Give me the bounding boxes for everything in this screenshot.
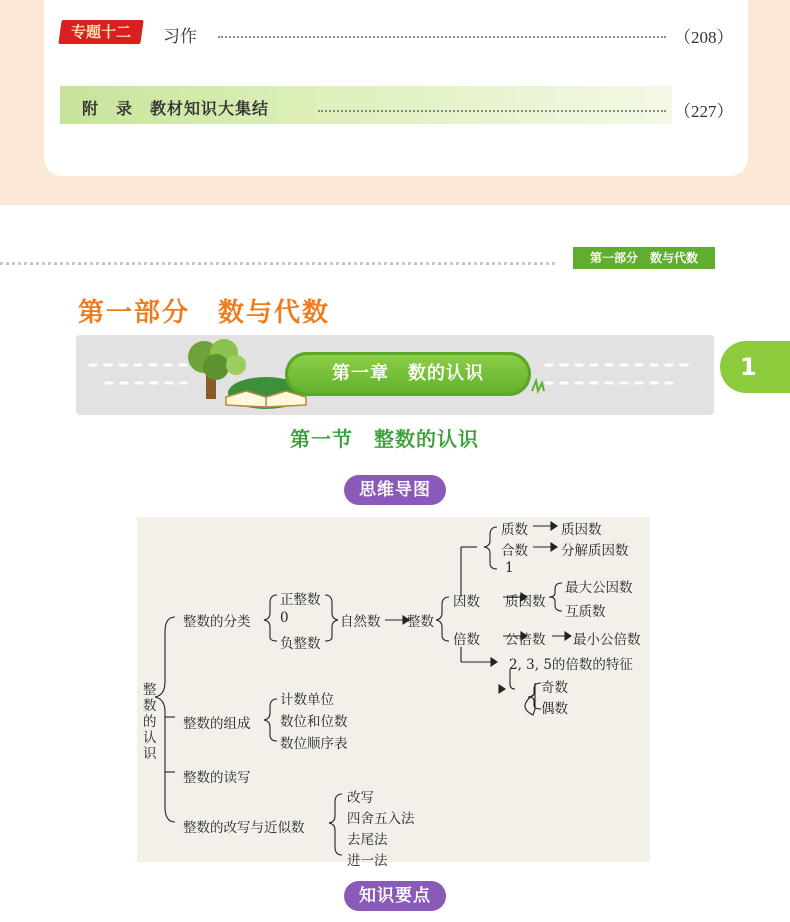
mindmap-node: 0 <box>280 610 289 626</box>
mindmap-node: 质因数 <box>505 594 546 610</box>
mindmap-node: 去尾法 <box>347 832 388 848</box>
mindmap-node: 最大公因数 <box>565 580 633 596</box>
mindmap-node-rewrite: 整数的改写与近似数 <box>183 820 305 836</box>
grass-icon <box>532 381 544 391</box>
mindmap-node-factor: 因数 <box>453 594 480 610</box>
mindmap-node: 分解质因数 <box>561 543 629 559</box>
mindmap-label: 思维导图 <box>344 475 446 505</box>
running-header-tag: 第一部分 数与代数 <box>573 247 715 269</box>
toc-page-number: （208） <box>674 28 734 47</box>
mindmap-panel <box>137 517 650 869</box>
mindmap-node-readwrite: 整数的读写 <box>183 770 251 786</box>
mindmap-node: 质数 <box>501 522 528 538</box>
mindmap-node: 质因数 <box>561 522 602 538</box>
appendix-title[interactable]: 附 录 教材知识大集结 <box>82 99 270 118</box>
mindmap-root: 整数的认识 <box>143 682 157 762</box>
mindmap-node: 数位和位数 <box>280 714 348 730</box>
mindmap-node: 互质数 <box>565 604 606 620</box>
toc-leader-dots <box>318 110 666 112</box>
toc-item-title[interactable]: 习作 <box>163 27 197 47</box>
chapter-title-pill: 第一章 数的认识 <box>285 352 531 396</box>
toc-leader-dots <box>218 36 666 38</box>
mindmap-node-integer: 整数 <box>407 614 434 630</box>
part-title: 第一部分 数与代数 <box>78 298 331 328</box>
mindmap-node: 1 <box>505 560 514 576</box>
mindmap-node: 奇数 <box>541 680 568 696</box>
mindmap-node-classify: 整数的分类 <box>183 614 251 630</box>
mindmap-node-composition: 整数的组成 <box>183 716 251 732</box>
mindmap-node: 改写 <box>347 790 374 806</box>
mindmap-node: 负整数 <box>280 636 321 652</box>
mindmap-node: 最小公倍数 <box>573 632 641 648</box>
mindmap-node: 计数单位 <box>280 692 334 708</box>
mindmap-node: 公倍数 <box>505 632 546 648</box>
chapter-side-tab[interactable]: 1 <box>720 341 790 393</box>
mindmap-node: 四舍五入法 <box>347 811 415 827</box>
topic-tag: 专题十二 <box>58 20 143 44</box>
section-title: 第一节 整数的认识 <box>290 427 479 451</box>
mindmap-node: 2, 3, 5的倍数的特征 <box>509 657 633 673</box>
mindmap-node: 正整数 <box>280 592 321 608</box>
header-dash-line <box>0 262 555 265</box>
toc-page-number: （227） <box>674 102 734 121</box>
mindmap-node-multiple: 倍数 <box>453 632 480 648</box>
mindmap-node: 合数 <box>501 543 528 559</box>
mindmap-node: 进一法 <box>347 853 388 869</box>
mindmap-node-natural: 自然数 <box>340 614 381 630</box>
knowledge-label: 知识要点 <box>344 881 446 911</box>
mindmap-node: 偶数 <box>541 701 568 717</box>
mindmap-node: 数位顺序表 <box>280 736 348 752</box>
